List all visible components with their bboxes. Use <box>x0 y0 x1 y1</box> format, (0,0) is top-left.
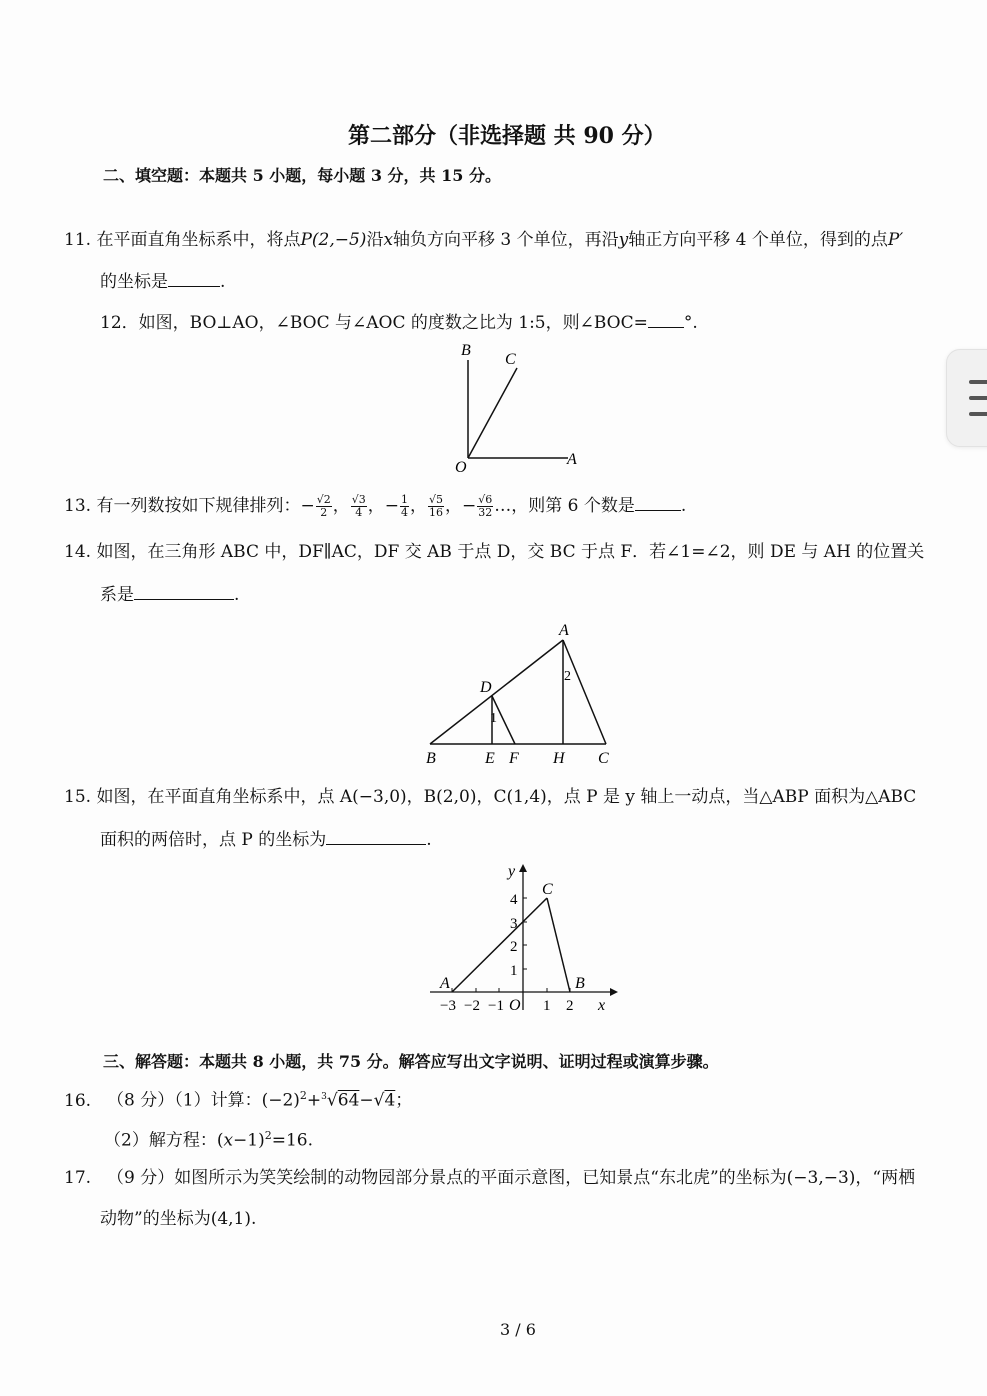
label-h: H <box>553 750 565 767</box>
tick-x-m1: −1 <box>488 998 504 1014</box>
tick-x-2: 2 <box>566 998 574 1014</box>
fraction: $\frac{√5}{16}$ <box>428 492 443 519</box>
q15-number: 15. <box>64 787 92 807</box>
axis-label-x: x <box>598 997 606 1014</box>
q13-text: 13. 有一列数按如下规律排列：− $\frac{√2}{2}$ ， $\frac{√3}{4}$ ，− $\frac{1}{4}$ ， $\frac{√5}{16}$ ，− $\frac{√6}{32}$ …，则第 6 个数是 . <box>64 492 687 519</box>
answer-blank[interactable] <box>635 496 681 511</box>
label-o: O <box>455 459 467 475</box>
q13-number: 13. <box>64 496 92 516</box>
section-title: 第二部分（非选择题 共 90 分） <box>348 123 666 149</box>
answer-blank[interactable] <box>134 585 234 600</box>
tick-y-4: 4 <box>510 892 518 908</box>
q16-line1: 16. （8 分）（1）计算：$(-2)^2+^3√64-√4$； <box>64 1089 413 1111</box>
q16-number: 16. <box>64 1090 92 1111</box>
part2-heading: 二、填空题：本题共 5 小题，每小题 3 分，共 15 分。 <box>103 166 501 185</box>
label-b: B <box>461 342 471 359</box>
label-c: C <box>505 351 516 368</box>
q17-number: 17. <box>64 1168 92 1188</box>
figure-triangle-abc <box>420 618 620 770</box>
q15-line2: 面积的两倍时，点 P 的坐标为 . <box>100 830 432 850</box>
side-menu-handle[interactable] <box>946 349 987 447</box>
q14-line1: 14. 如图，在三角形 ABC 中，DF∥AC，DF 交 AB 于点 D，交 BC 于点 F．若∠1=∠2，则 DE 与 AH 的位置关 <box>64 542 925 562</box>
q16-line2: （2）解方程：$(x-1)^2=16$. <box>104 1129 314 1151</box>
menu-icon <box>969 396 987 400</box>
q17-line1: 17. （9 分）如图所示为笑笑绘制的动物园部分景点的平面示意图，已知景点“东北虎”的坐标为(−3,−3)，“两栖 <box>64 1168 916 1188</box>
tick-y-2: 2 <box>510 939 518 955</box>
label-a: A <box>559 622 569 639</box>
q11-line2: 的坐标是 . <box>100 272 226 292</box>
label-b: B <box>575 975 585 992</box>
label-angle-2: 2 <box>564 669 571 684</box>
tick-y-3: 3 <box>510 916 518 932</box>
q14-number: 14. <box>64 542 92 562</box>
label-a: A <box>567 451 577 468</box>
menu-icon <box>969 412 987 416</box>
page-number: 3 / 6 <box>500 1320 536 1339</box>
label-e: E <box>485 750 495 767</box>
fraction: $\frac{√2}{2}$ <box>316 492 331 519</box>
tick-y-1: 1 <box>510 963 518 979</box>
axis-label-y: y <box>508 863 516 880</box>
answer-blank[interactable] <box>168 272 220 287</box>
label-a: A <box>440 975 450 992</box>
fraction: $\frac{√3}{4}$ <box>351 492 366 519</box>
q17-line2: 动物”的坐标为(4,1). <box>100 1209 257 1229</box>
label-c: C <box>598 750 609 767</box>
tick-x-m3: −3 <box>440 998 456 1014</box>
label-b: B <box>426 750 436 767</box>
fraction: $\frac{1}{4}$ <box>400 492 408 519</box>
label-c: C <box>542 881 553 898</box>
figure-angle-boc <box>450 340 590 475</box>
menu-icon <box>969 380 987 384</box>
q15-line1: 15. 如图，在平面直角坐标系中，点 A(−3,0)，B(2,0)，C(1,4)，点 P 是 y 轴上一动点，当△ABP 面积为△ABC <box>64 787 917 807</box>
part3-heading: 三、解答题：本题共 8 小题，共 75 分。解答应写出文字说明、证明过程或演算步骤。 <box>103 1052 719 1071</box>
label-o: O <box>509 997 521 1014</box>
q14-line2: 系是 . <box>100 585 240 605</box>
fraction: $\frac{√6}{32}$ <box>478 492 493 519</box>
tick-x-m2: −2 <box>464 998 480 1014</box>
label-d: D <box>480 679 492 696</box>
q12-text: 12．如图，BO⊥AO，∠BOC 与∠AOC 的度数之比为 1:5，则∠BOC= °. <box>100 313 698 333</box>
q11-number: 11. <box>64 230 92 250</box>
q12-number: 12．如图， <box>100 313 190 333</box>
q11-line1: 11. 在平面直角坐标系中，将点P(2,−5)沿x轴负方向平移 3 个单位，再沿y轴正方向平移 4 个单位，得到的点P′ <box>64 230 904 250</box>
label-f: F <box>509 750 519 767</box>
label-angle-1: 1 <box>490 711 497 726</box>
answer-blank[interactable] <box>326 830 426 845</box>
figure-coordinate-plane <box>420 858 620 1018</box>
answer-blank[interactable] <box>648 313 684 328</box>
tick-x-1: 1 <box>543 998 551 1014</box>
